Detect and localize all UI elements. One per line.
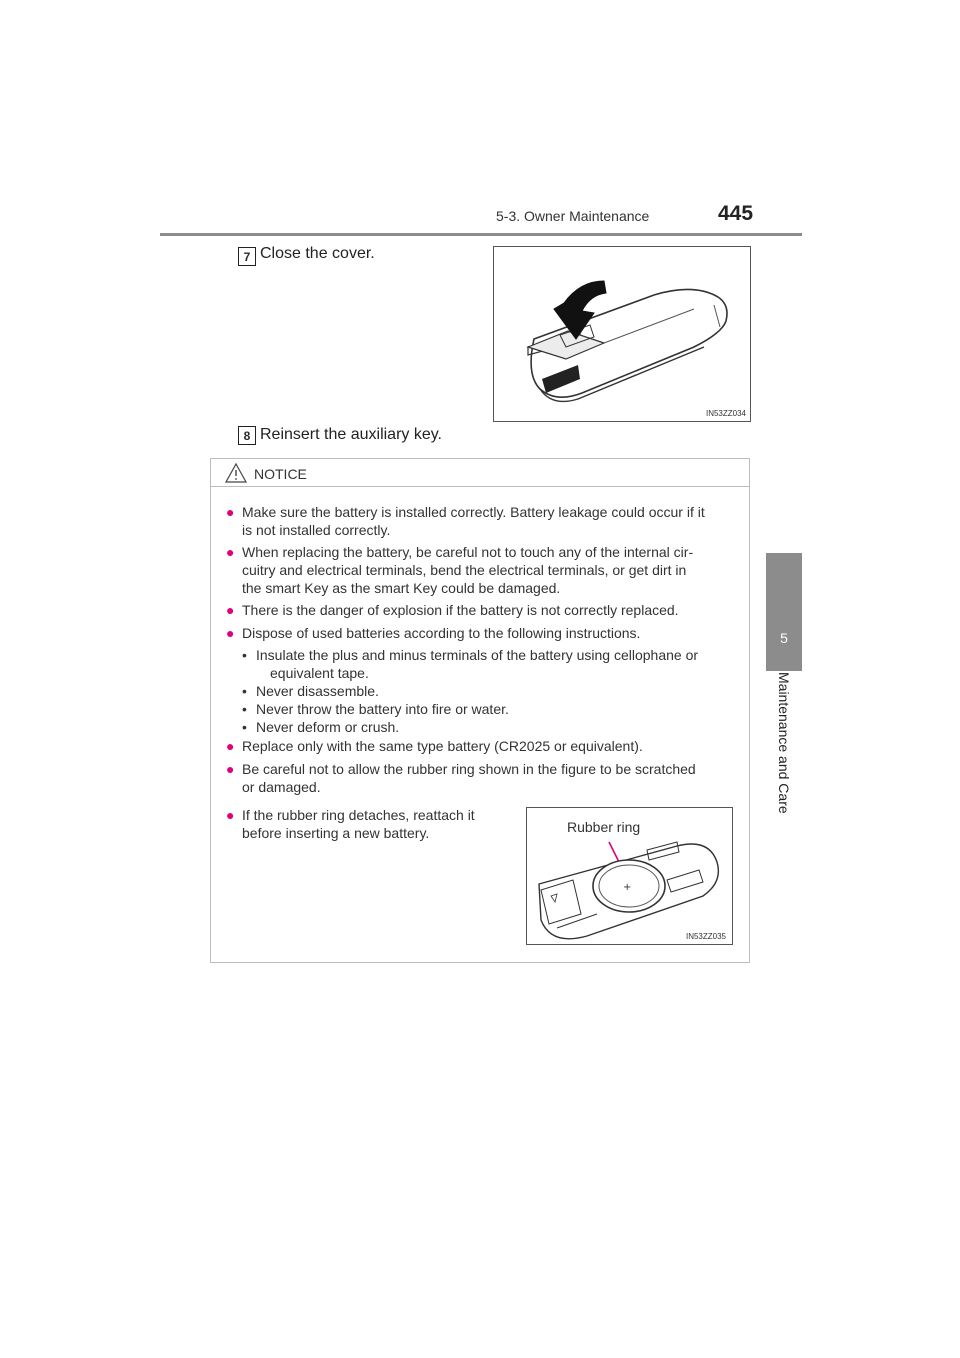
bullet-line: the smart Key as the smart Key could be damaged. bbox=[242, 580, 561, 596]
bullet-line: When replacing the battery, be careful not to touch any of the internal cir- bbox=[242, 544, 694, 560]
notice-title: NOTICE bbox=[254, 466, 307, 482]
notice-bullet bbox=[226, 601, 744, 619]
chapter-tab bbox=[766, 553, 802, 671]
sub-item-line: equivalent tape. bbox=[270, 665, 369, 681]
bullet-dot: ● bbox=[226, 738, 235, 754]
svg-text:+: + bbox=[623, 882, 632, 893]
notice-bullet bbox=[226, 503, 744, 539]
sub-item-line: Never throw the battery into fire or water. bbox=[256, 701, 509, 717]
sub-item: • Insulate the plus and minus terminals of the battery using cellophane or equivalent tape. bbox=[242, 646, 742, 682]
bullet-line: is not installed correctly. bbox=[242, 522, 391, 538]
bullet-line: Make sure the battery is installed correctly. Battery leakage could occur if it bbox=[242, 504, 705, 520]
bullet-line: Be careful not to allow the rubber ring shown in the figure to be scratched bbox=[242, 761, 696, 777]
bullet-line: before inserting a new battery. bbox=[242, 825, 430, 841]
figure-code: IN53ZZ035 bbox=[685, 932, 726, 941]
chapter-label bbox=[766, 672, 802, 862]
bullet-line: There is the danger of explosion if the battery is not correctly replaced. bbox=[242, 602, 679, 618]
sub-item-line: Insulate the plus and minus terminals of the battery using cellophane or bbox=[256, 647, 699, 663]
bullet-dot: ● bbox=[226, 602, 235, 618]
bullet-line: or damaged. bbox=[242, 779, 321, 795]
bullet-dot: ● bbox=[226, 761, 235, 777]
bullet-dot: ● bbox=[226, 625, 235, 641]
rubber-ring-callout: Rubber ring bbox=[567, 819, 641, 835]
page-number: 445 bbox=[718, 202, 754, 225]
figure-close-cover bbox=[493, 246, 751, 422]
bullet-line: cuitry and electrical terminals, bend the electrical terminals, or get dirt in bbox=[242, 562, 687, 578]
sub-item: • Never disassemble. bbox=[242, 682, 742, 700]
notice-bullet bbox=[226, 806, 506, 842]
notice-bullet bbox=[226, 624, 744, 642]
smart-key-closed-illustration bbox=[494, 247, 750, 421]
sub-item-line: Never disassemble. bbox=[256, 683, 379, 699]
sub-item: • Never throw the battery into fire or water. bbox=[242, 700, 742, 718]
sub-item: • Never deform or crush. bbox=[242, 718, 742, 736]
notice-bullet bbox=[226, 760, 744, 796]
figure-code: IN53ZZ034 bbox=[705, 409, 746, 418]
section-title: 5-3. Owner Maintenance bbox=[496, 208, 650, 224]
step-text-8: Reinsert the auxiliary key. bbox=[260, 426, 442, 443]
step-number-8: 8 bbox=[238, 426, 256, 445]
figure-rubber-ring bbox=[526, 807, 733, 945]
chapter-number: 5 bbox=[780, 630, 788, 646]
notice-bullet bbox=[226, 737, 744, 755]
sub-item-line: Never deform or crush. bbox=[256, 719, 400, 735]
step-text-7: Close the cover. bbox=[260, 245, 375, 262]
bullet-line: Dispose of used batteries according to the following instructions. bbox=[242, 625, 641, 641]
bullet-dot: ● bbox=[226, 544, 235, 560]
chapter-label-text: Maintenance and Care bbox=[776, 672, 792, 814]
header-rule bbox=[160, 233, 802, 236]
warning-triangle-icon bbox=[224, 462, 248, 484]
notice-bullet bbox=[226, 543, 744, 597]
bullet-dot: ● bbox=[226, 504, 235, 520]
bullet-line: If the rubber ring detaches, reattach it bbox=[242, 807, 475, 823]
bullet-line: Replace only with the same type battery (CR2025 or equivalent). bbox=[242, 738, 643, 754]
notice-divider bbox=[210, 486, 750, 487]
step-number-7: 7 bbox=[238, 247, 256, 266]
bullet-dot: ● bbox=[226, 807, 235, 823]
